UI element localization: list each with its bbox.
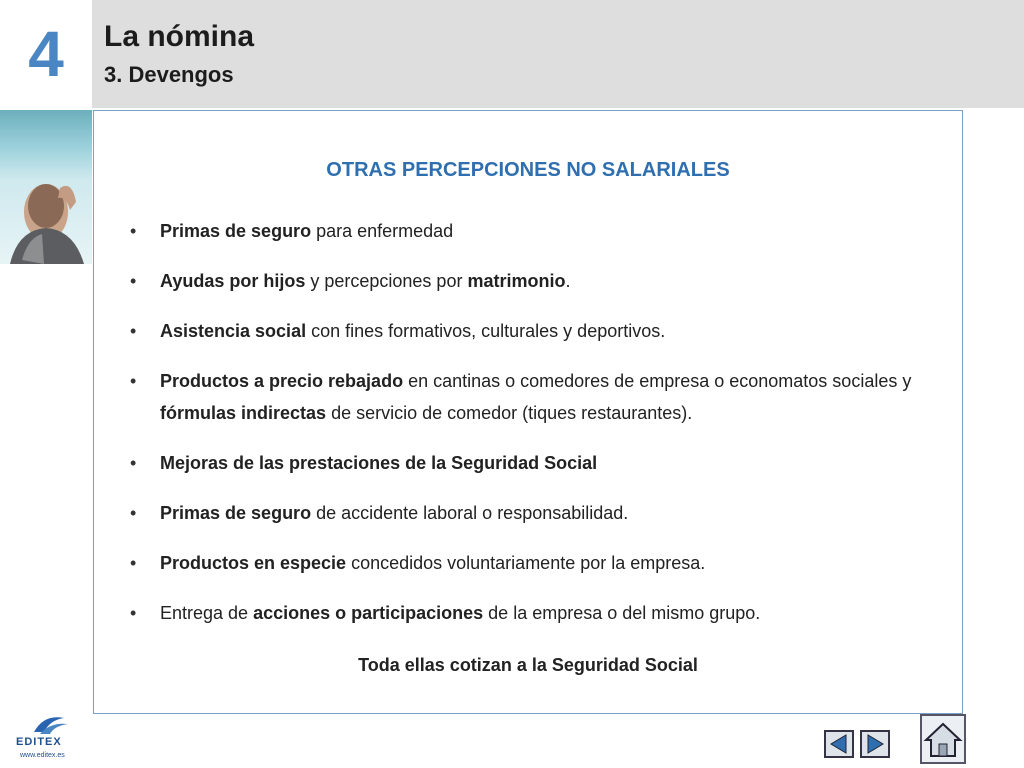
bullet-list — [130, 215, 950, 647]
header-bar — [92, 0, 1024, 108]
bullet-bold-text: Primas de seguro — [160, 221, 312, 241]
bullet-dot-icon: • — [130, 321, 137, 341]
bullet-text: y percepciones por — [305, 271, 468, 291]
bullet-text: con fines formativos, culturales y deportivos. — [306, 321, 666, 341]
triangle-left-icon — [826, 732, 852, 756]
bullet-bold-text: acciones o participaciones — [253, 603, 484, 623]
bullet-text: de servicio de comedor (tiques restaurantes). — [326, 403, 693, 423]
bullet-item — [130, 265, 950, 297]
page-title: La nómina — [104, 20, 255, 53]
bullet-dot-icon: • — [130, 371, 137, 391]
bullet-item — [130, 215, 950, 247]
bullet-bold-text: matrimonio — [467, 271, 566, 291]
bullet-bold-text: Primas de seguro — [160, 503, 312, 523]
bullet-text: concedidos voluntariamente por la empresa. — [346, 553, 706, 573]
bullet-text: Entrega de — [160, 603, 254, 623]
bullet-bold-text: Productos a precio rebajado — [160, 371, 404, 391]
bullet-item — [130, 447, 950, 479]
bullet-text: para enfermedad — [311, 221, 454, 241]
bullet-text: . — [565, 271, 571, 291]
bullet-dot-icon: • — [130, 271, 137, 291]
logo-text: EDITEX — [16, 736, 62, 748]
bullet-text: de accidente laboral o responsabilidad. — [311, 503, 629, 523]
bullet-bold-text: Ayudas por hijos — [160, 271, 306, 291]
page-subtitle: 3. Devengos — [104, 62, 234, 87]
next-button[interactable] — [860, 730, 890, 758]
bullet-text: en cantinas o comedores de empresa o economatos sociales y — [403, 371, 912, 391]
footer-note: Toda ellas cotizan a la Seguridad Social — [358, 655, 698, 675]
bullet-bold-text: Productos en especie — [160, 553, 347, 573]
bullet-item — [130, 597, 950, 629]
bullet-item — [130, 547, 950, 579]
content-panel — [93, 110, 963, 714]
bullet-dot-icon: • — [130, 503, 137, 523]
chapter-number: 4 — [28, 18, 64, 90]
bullet-bold-text: fórmulas indirectas — [160, 403, 327, 423]
home-button[interactable] — [920, 714, 966, 764]
logo-url: www.editex.es — [20, 752, 65, 759]
previous-button[interactable] — [824, 730, 854, 758]
bullet-item — [130, 315, 950, 347]
section-title: OTRAS PERCEPCIONES NO SALARIALES — [326, 159, 730, 181]
bullet-dot-icon: • — [130, 221, 137, 241]
bullet-item — [130, 365, 950, 429]
triangle-right-icon — [862, 732, 888, 756]
person-illustration — [0, 110, 92, 264]
home-icon — [922, 716, 964, 762]
side-photo — [0, 110, 92, 264]
bullet-bold-text: Asistencia social — [160, 321, 307, 341]
bullet-dot-icon: • — [130, 453, 137, 473]
bullet-bold-text: Mejoras de las prestaciones de la Seguridad Social — [160, 453, 598, 473]
logo-icon — [14, 712, 78, 738]
bullet-dot-icon: • — [130, 603, 137, 623]
bullet-text: de la empresa o del mismo grupo. — [483, 603, 761, 623]
bullet-item — [130, 497, 950, 529]
bullet-dot-icon: • — [130, 553, 137, 573]
